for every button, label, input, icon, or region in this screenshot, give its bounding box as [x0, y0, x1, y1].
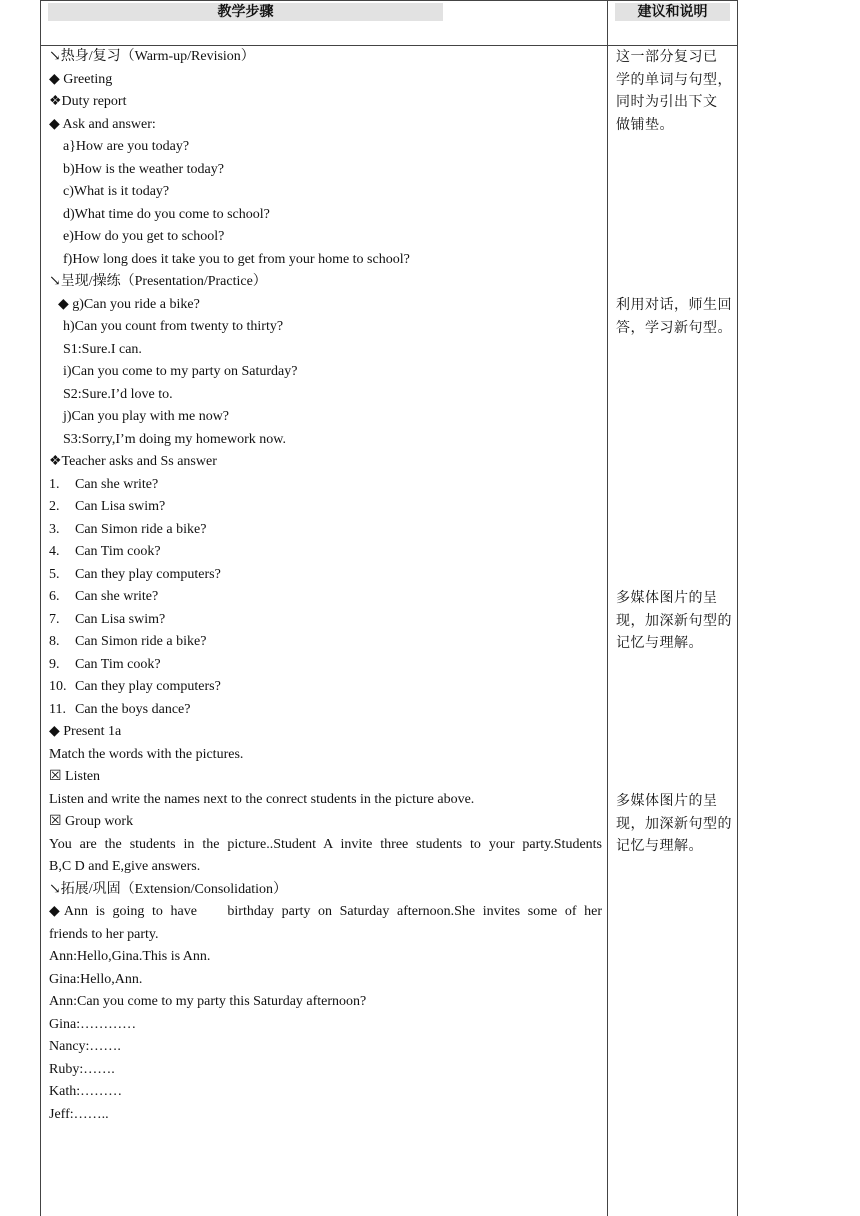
item-text: Can they play computers? — [75, 679, 221, 694]
note-multimedia-1 — [616, 587, 732, 655]
note-line: 现，加深新句型的 — [616, 815, 732, 832]
listen-text: Listen and write the names next to the conrect students in the picture above. — [49, 791, 475, 807]
note-line: 多媒体图片的呈 — [616, 590, 718, 606]
item-text: Can they play computers? — [75, 566, 221, 582]
section-extension: ↘拓展/巩固（Extension/Consolidation） — [49, 881, 288, 897]
listen-heading: ☒ Listen — [49, 769, 101, 784]
dialog-line: Gina:………… — [49, 1016, 137, 1032]
section-warmup: ↘热身/复习（Warm-up/Revision） — [49, 49, 255, 64]
section-presentation: ↘呈现/操练（Presentation/Practice） — [49, 274, 267, 289]
item-number: 7. — [49, 611, 60, 627]
dialog-line: Gina:Hello,Ann. — [49, 971, 143, 987]
item-number: 6. — [49, 589, 60, 604]
extension-intro-cont: friends to her party. — [49, 926, 159, 942]
greeting-item: ◆ Greeting — [49, 71, 113, 87]
item-text: Can Simon ride a bike? — [75, 521, 207, 537]
group-text-cont: B,C D and E,give answers. — [49, 859, 201, 874]
list-item: S2:Sure.I’d love to. — [63, 386, 173, 402]
note-line: 做铺垫。 — [616, 116, 674, 133]
list-item: ◆ g)Can you ride a bike? — [58, 296, 200, 312]
match-text: Match the words with the pictures. — [49, 746, 244, 762]
item-text: Can Lisa swim? — [75, 499, 166, 514]
list-item: h)Can you count from twenty to thirty? — [63, 319, 284, 334]
group-heading: ☒ Group work — [49, 814, 134, 829]
ask-item: ◆ Ask and answer: — [49, 116, 156, 132]
numbered-item — [49, 609, 602, 632]
item-text: Can Lisa swim? — [75, 611, 166, 627]
steps-column — [49, 46, 602, 1126]
list-item: e)How do you get to school? — [63, 229, 225, 244]
list-item: S1:Sure.I can. — [63, 341, 142, 357]
duty-item: ❖Duty report — [49, 94, 127, 109]
list-item: f)How long does it take you to get from your home to school? — [63, 251, 410, 267]
numbered-item — [49, 586, 602, 609]
item-text: Can she write? — [75, 589, 159, 604]
dialog-line: Ann:Can you come to my party this Saturday afternoon? — [49, 994, 367, 1009]
numbered-item — [49, 631, 602, 654]
item-number: 3. — [49, 521, 60, 537]
list-item: i)Can you come to my party on Saturday? — [63, 364, 298, 379]
list-item: c)What is it today? — [63, 184, 170, 199]
note-line: 学的单词与句型， — [616, 71, 732, 88]
item-text: Can the boys dance? — [75, 701, 191, 717]
present-item: ◆ Present 1a — [49, 724, 122, 739]
item-text: Can Simon ride a bike? — [75, 634, 207, 649]
note-line: 多媒体图片的呈 — [616, 793, 718, 809]
dialog-line: Nancy:……. — [49, 1039, 121, 1054]
note-line: 记忆与理解。 — [616, 838, 703, 854]
note-revision — [616, 46, 732, 136]
column-divider — [607, 0, 608, 1216]
note-line: 答，学习新句型。 — [616, 319, 732, 336]
note-line: 这一部分复习已 — [616, 49, 718, 65]
item-text: Can Tim cook? — [75, 656, 161, 672]
header-notes: 建议和说明 — [615, 3, 730, 21]
header-steps: 教学步骤 — [48, 3, 443, 21]
numbered-item — [49, 564, 602, 587]
note-line: 记忆与理解。 — [616, 635, 703, 651]
extension-intro: ◆Ann is going to have birthday party on Saturday afternoon.She invites some of her — [49, 904, 602, 919]
list-item: S3:Sorry,I’m doing my homework now. — [63, 431, 286, 447]
dialog-line: Kath:……… — [49, 1084, 123, 1099]
numbered-item — [49, 519, 602, 542]
numbered-item — [49, 676, 602, 699]
dialog-line: Ruby:……. — [49, 1061, 115, 1077]
note-multimedia-2 — [616, 790, 732, 858]
item-text: Can she write? — [75, 476, 159, 492]
dialog-line: Jeff:…….. — [49, 1106, 109, 1122]
numbered-item — [49, 699, 602, 722]
item-number: 2. — [49, 499, 60, 514]
numbered-item — [49, 496, 602, 519]
teacher-item: ❖Teacher asks and Ss answer — [49, 454, 217, 469]
note-presentation — [616, 294, 732, 339]
item-text: Can Tim cook? — [75, 544, 161, 559]
list-item: j)Can you play with me now? — [63, 409, 230, 424]
list-item: b)How is the weather today? — [63, 161, 224, 177]
group-text: You are the students in the picture..Student A invite three students to your party.Students — [49, 836, 602, 852]
table-top-border — [40, 0, 738, 1]
item-number: 4. — [49, 544, 60, 559]
item-number: 5. — [49, 566, 60, 582]
note-line: 现，加深新句型的 — [616, 612, 732, 629]
numbered-item — [49, 654, 602, 677]
note-line: 利用对话，师生回 — [616, 297, 732, 313]
dialog-line: Ann:Hello,Gina.This is Ann. — [49, 949, 211, 964]
note-line: 同时为引出下文 — [616, 94, 718, 110]
item-number: 11. — [49, 701, 66, 717]
numbered-item — [49, 541, 602, 564]
item-number: 1. — [49, 476, 60, 492]
item-number: 10. — [49, 679, 67, 694]
numbered-item — [49, 474, 602, 497]
list-item: a}How are you today? — [63, 139, 190, 154]
item-number: 8. — [49, 634, 60, 649]
item-number: 9. — [49, 656, 60, 672]
list-item: d)What time do you come to school? — [63, 206, 270, 222]
